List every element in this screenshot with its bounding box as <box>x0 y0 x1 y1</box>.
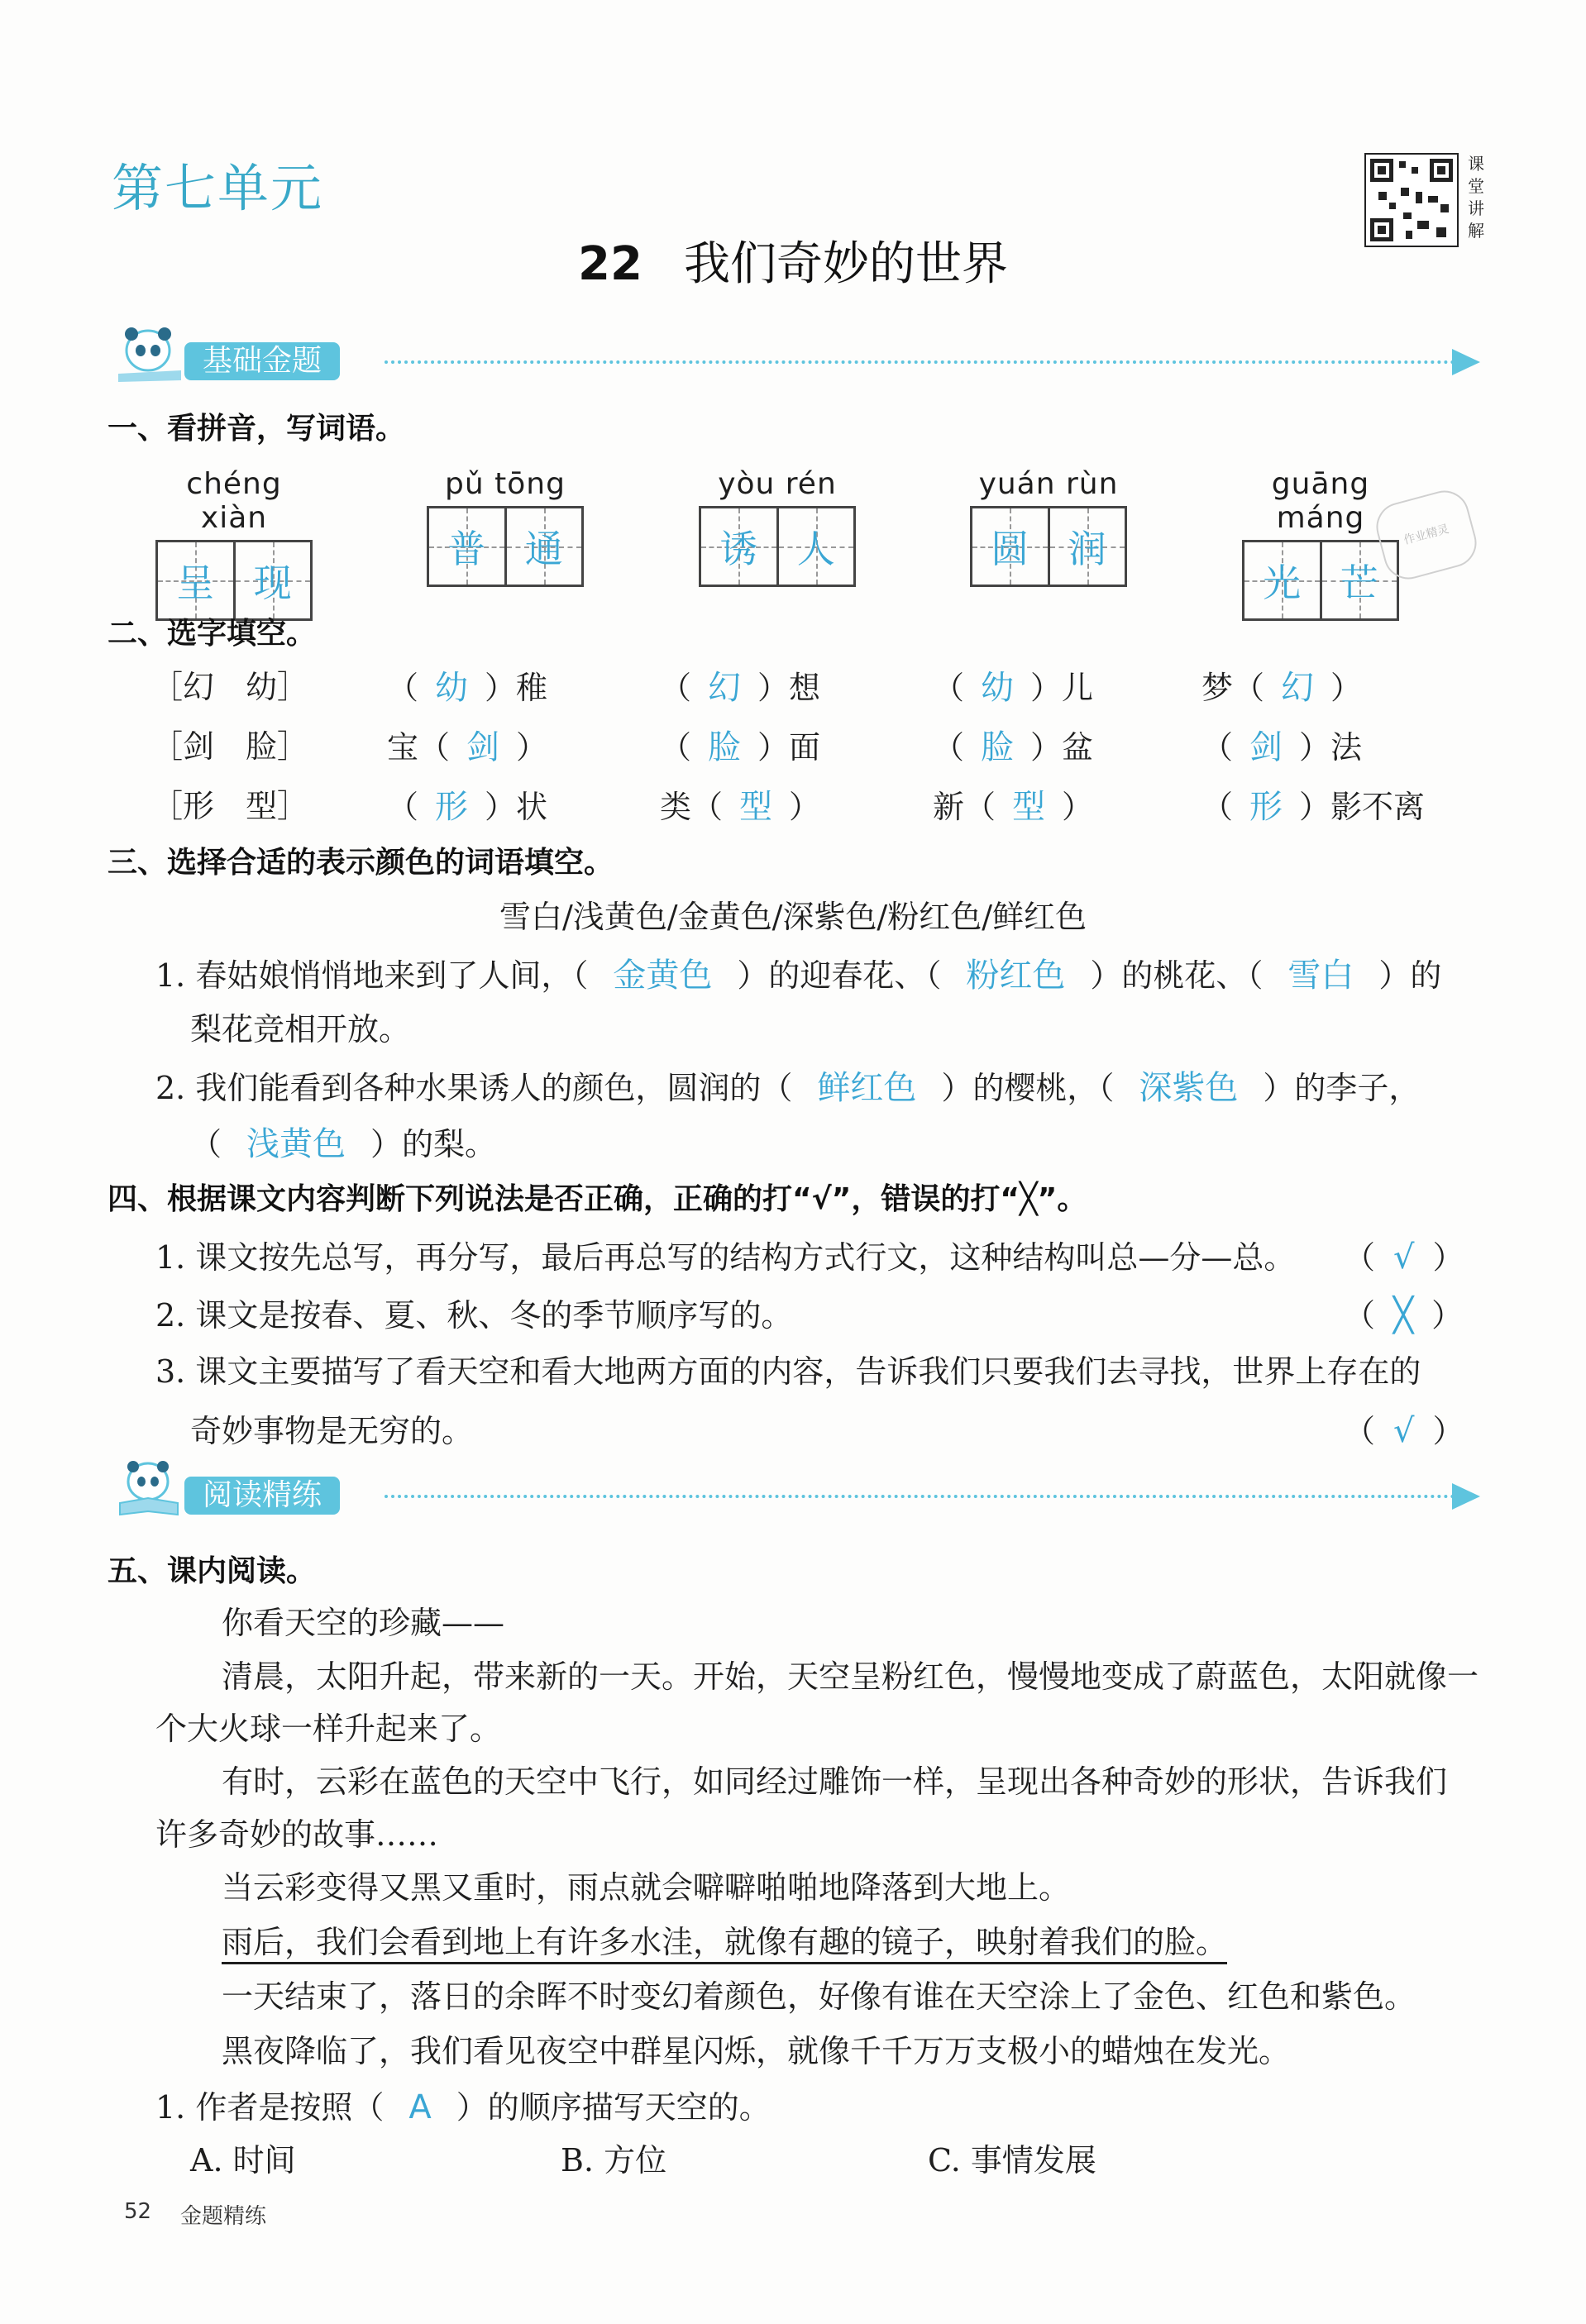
pinyin-item: pǔ tōng 普 通 <box>427 467 584 587</box>
option-b: B. 方位 <box>561 2142 667 2178</box>
q2-title: 二、选字填空。 <box>107 617 317 651</box>
q5-title: 五、课内阅读。 <box>107 1554 317 1588</box>
qr-label: 课 堂 讲 解 <box>1468 154 1484 241</box>
q4-item: 2. 课文是按春、夏、秋、冬的季节顺序写的。 <box>155 1297 793 1334</box>
q1-title: 一、看拼音，写词语。 <box>107 412 406 446</box>
pinyin-item: guāng máng 光 芒 <box>1242 467 1399 621</box>
color-options: 雪白/浅黄色/金黄色/深紫色/粉红色/鲜红色 <box>499 899 1087 935</box>
section-banner-basic <box>95 339 1488 384</box>
q4-item-cont: 奇妙事物是无穷的。 <box>190 1413 474 1449</box>
passage-line: 许多奇妙的故事…… <box>155 1816 439 1853</box>
option-c: C. 事情发展 <box>928 2142 1096 2178</box>
dotted-divider <box>385 1495 1455 1498</box>
section-label: 基础金题 <box>184 342 340 380</box>
passage-line: 个大火球一样升起来了。 <box>155 1711 502 1747</box>
lesson-name: 我们奇妙的世界 <box>683 237 1008 291</box>
dotted-divider <box>385 360 1455 364</box>
panda-mascot-icon <box>112 322 188 384</box>
section-banner-reading <box>95 1473 1488 1518</box>
q4-answer: （ √ ） <box>1344 1412 1464 1450</box>
q2-row: ［剑 脸］ 宝（ 剑 ） （ 脸 ）面 （ 脸 ）盆 （ 剑 ）法 <box>151 728 1363 766</box>
passage-line: 有时，云彩在蓝色的天空中飞行，如同经过雕饰一样，呈现出各种奇妙的形状，告诉我们 <box>222 1763 1448 1800</box>
pinyin-item: yòu rén 诱 人 <box>699 467 856 587</box>
q4-answer: （ ╳ ） <box>1344 1296 1464 1334</box>
q2-rows <box>151 661 1491 840</box>
passage-line: 清晨，太阳升起，带来新的一天。开始，天空呈粉红色，慢慢地变成了蔚蓝色，太阳就像一 <box>222 1658 1479 1695</box>
q4-item: 1. 课文按先总写，再分写，最后再总写的结构方式行文，这种结构叫总—分—总。 <box>155 1239 1296 1276</box>
lesson-number: 22 <box>578 237 643 291</box>
option-a: A. 时间 <box>190 2142 296 2178</box>
pinyin-item: chéng xiàn 呈 现 <box>155 467 313 621</box>
q5-sub-question: 1. 作者是按照（ A ）的顺序描写天空的。 <box>155 2088 771 2126</box>
q4-answer: （ √ ） <box>1344 1238 1464 1277</box>
passage-line: 你看天空的珍藏—— <box>222 1605 505 1641</box>
passage-line: 一天结束了，落日的余晖不时变幻着颜色，好像有谁在天空涂上了金色、红色和紫色。 <box>222 1978 1416 2015</box>
q4-title: 四、根据课文内容判断下列说法是否正确，正确的打“√”，错误的打“╳”。 <box>107 1182 1087 1216</box>
panda-book-icon <box>112 1457 188 1518</box>
section-label: 阅读精练 <box>184 1477 340 1515</box>
arrow-right-icon <box>1452 349 1480 375</box>
q3-sentence-1-cont: 梨花竞相开放。 <box>190 1011 411 1047</box>
unit-title: 第七单元 <box>112 158 324 218</box>
q3-sentence-2: 2. 我们能看到各种水果诱人的颜色，圆润的（ 鲜红色 ）的樱桃，（ 深紫色 ）的李子， <box>155 1069 1421 1107</box>
q3-sentence-2-cont: （ 浅黄色 ）的梨。 <box>190 1125 497 1163</box>
q2-row: ［幻 幼］ （ 幼 ）稚 （ 幻 ）想 （ 幼 ）儿 梦（ 幻 ） <box>151 669 1363 707</box>
q3-sentence-1: 1. 春姑娘悄悄地来到了人间，（ 金黄色 ）的迎春花、（ 粉红色 ）的桃花、（ 雪白 ）的 <box>155 957 1442 995</box>
passage-line-underlined: 雨后，我们会看到地上有许多水洼，就像有趣的镜子，映射着我们的脸。 <box>222 1916 1227 1964</box>
q3-title: 三、选择合适的表示颜色的词语填空。 <box>107 846 614 880</box>
page-number: 52 <box>124 2199 152 2224</box>
pinyin-item: yuán rùn 圆 润 <box>970 467 1127 587</box>
book-name: 金题精练 <box>180 2204 267 2229</box>
passage-line: 当云彩变得又黑又重时，雨点就会噼噼啪啪地降落到大地上。 <box>222 1869 1071 1906</box>
stamp-watermark: 作业精灵 <box>1371 485 1482 585</box>
q4-item: 3. 课文主要描写了看天空和看大地两方面的内容，告诉我们只要我们去寻找，世界上存在的 <box>155 1353 1421 1390</box>
passage-line: 黑夜降临了，我们看见夜空中群星闪烁，就像千千万万支极小的蜡烛在发光。 <box>222 2033 1291 2069</box>
lesson-title <box>0 227 1586 293</box>
arrow-right-icon <box>1452 1483 1480 1510</box>
q2-row: ［形 型］ （ 形 ）状 类（ 型 ） 新（ 型 ） （ 形 ）影不离 <box>151 788 1426 826</box>
